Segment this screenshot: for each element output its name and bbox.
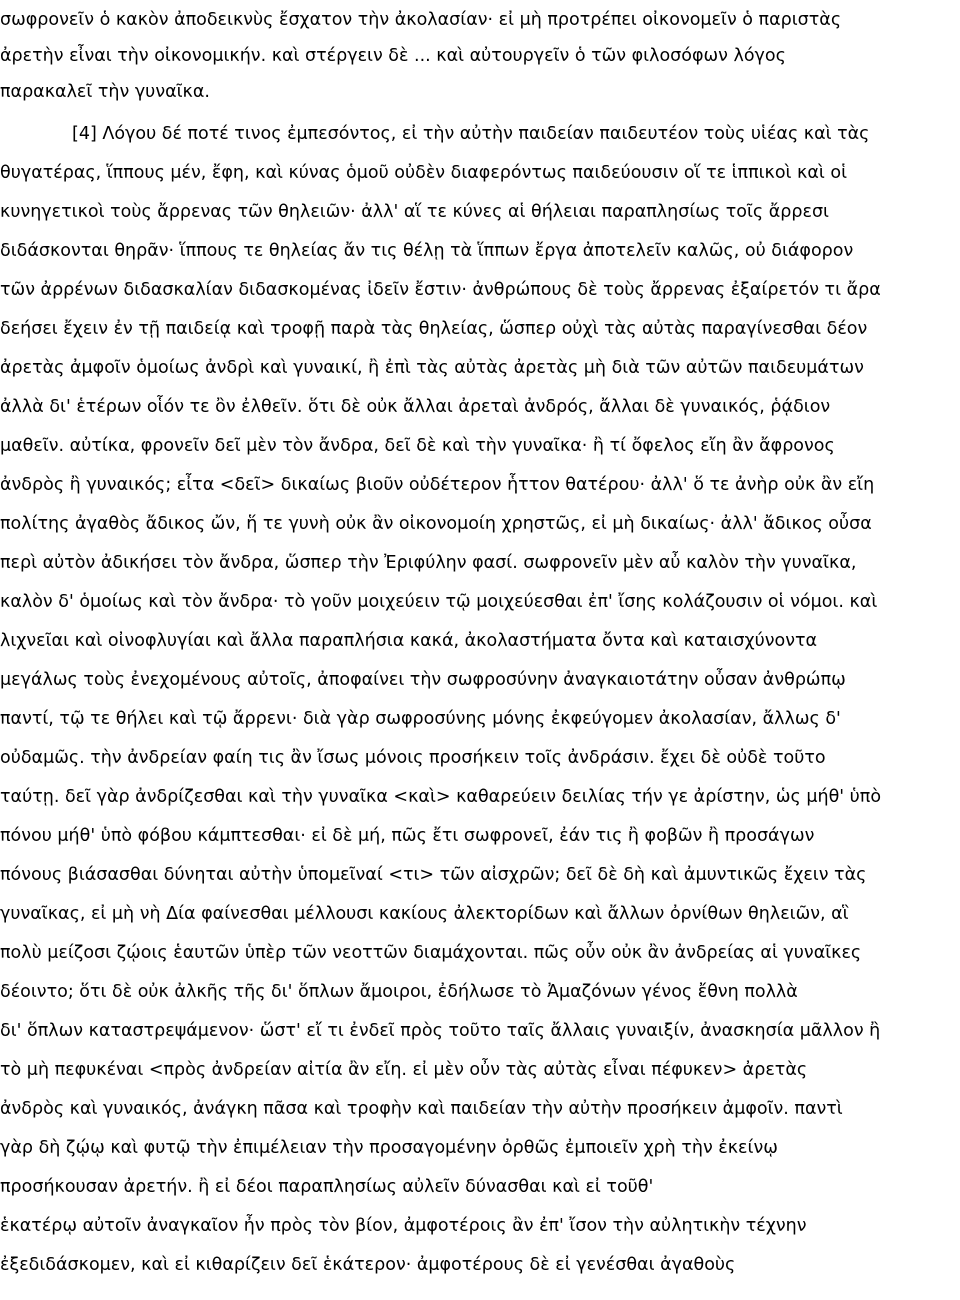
text-line: ἀνδρὸς καὶ γυναικός, ἀνάγκη πᾶσα καὶ τροφὴν καὶ παιδείαν τὴν αὐτὴν προσήκειν ἀμφοῖν. παντὶ (0, 1099, 843, 1119)
text-line: διδάσκονται θηρᾶν· ἵππους τε θηλείας ἄν τις θέλῃ τὰ ἵππων ἔργα ἀποτελεῖν καλῶς, οὐ διάφορον (0, 241, 854, 261)
text-line: γὰρ δὴ ζῴῳ καὶ φυτῷ τὴν ἐπιμέλειαν τὴν προσαγομένην ὀρθῶς ἐμποιεῖν χρὴ τὴν ἐκείνῳ (0, 1138, 778, 1158)
text-line: κυνηγετικοὶ τοὺς ἄρρενας τῶν θηλειῶν· ἀλλ' αἵ τε κύνες αἱ θήλειαι παραπλησίως τοῖς ἄρρεσι (0, 202, 829, 222)
text-line: γυναῖκας, εἰ μὴ νὴ Δία φαίνεσθαι μέλλουσι κακίους ἀλεκτορίδων καὶ ἄλλων ὀρνίθων θηλειῶν, αἳ (0, 904, 849, 924)
text-line: ἀρετὴν εἶναι τὴν οἰκονομικήν. καὶ στέργειν δὲ ... καὶ αὐτουργεῖν ὁ τῶν φιλοσόφων λόγος (0, 46, 786, 66)
text-line: πολίτης ἀγαθὸς ἄδικος ὤν, ἥ τε γυνὴ οὐκ ἂν οἰκονομοίη χρηστῶς, εἰ μὴ δικαίως· ἀλλ' ἄδικος οὖσα (0, 514, 872, 534)
text-line: ἑκατέρῳ αὐτοῖν ἀναγκαῖον ἦν πρὸς τὸν βίον, ἀμφοτέροις ἂν ἐπ' ἴσον τὴν αὐλητικὴν τέχνην (0, 1216, 807, 1236)
text-line: δεήσει ἔχειν ἐν τῇ παιδείᾳ καὶ τροφῇ παρὰ τὰς θηλείας, ὥσπερ οὐχὶ τὰς αὐτὰς παραγίνεσθαι δέον (0, 319, 868, 339)
paragraph-start-line: [4] Λόγου δέ ποτέ τινος ἐμπεσόντος, εἰ τὴν αὐτὴν παιδείαν παιδευτέον τοὺς υἱέας καὶ τὰς (72, 124, 870, 144)
text-line: πολὺ μείζοσι ζῴοις ἑαυτῶν ὑπὲρ τῶν νεοττῶν διαμάχονται. πῶς οὖν οὐκ ἂν ἀνδρείας αἱ γυναῖκες (0, 943, 862, 963)
text-line: ἀνδρὸς ἢ γυναικός; εἶτα <δεῖ> δικαίως βιοῦν οὐδέτερον ἧττον θατέρου· ἀλλ' ὅ τε ἀνὴρ οὐκ ἂν εἴη (0, 475, 875, 495)
text-line: πόνους βιάσασθαι δύνηται αὐτὴν ὑπομεῖναί <τι> τῶν αἰσχρῶν; δεῖ δὲ δὴ καὶ ἀμυντικῶς ἔχειν τὰς (0, 865, 867, 885)
text-line: παντί, τῷ τε θήλει καὶ τῷ ἄρρενι· διὰ γὰρ σωφροσύνης μόνης ἐκφεύγομεν ἀκολασίαν, ἄλλως δ' (0, 709, 841, 729)
text-line: οὐδαμῶς. τὴν ἀνδρείαν φαίη τις ἂν ἴσως μόνοις προσήκειν τοῖς ἀνδράσιν. ἔχει δὲ οὐδὲ τοῦτο (0, 748, 826, 768)
text-line: περὶ αὐτὸν ἀδικήσει τὸν ἄνδρα, ὥσπερ τὴν Ἐριφύλην φασί. σωφρονεῖν μὲν αὖ καλὸν τὴν γυναῖκα, (0, 553, 857, 573)
text-line: μαθεῖν. αὐτίκα, φρονεῖν δεῖ μὲν τὸν ἄνδρα, δεῖ δὲ καὶ τὴν γυναῖκα· ἢ τί ὄφελος εἴη ἂν ἄφρονος (0, 436, 835, 456)
text-line: ἐξεδιδάσκομεν, καὶ εἰ κιθαρίζειν δεῖ ἑκάτερον· ἀμφοτέρους δὲ εἰ γενέσθαι ἀγαθοὺς (0, 1255, 736, 1275)
text-line: θυγατέρας, ἵππους μέν, ἔφη, καὶ κύνας ὁμοῦ οὐδὲν διαφερόντως παιδεύουσιν οἵ τε ἱππικοὶ καὶ οἱ (0, 163, 848, 183)
text-line: σωφρονεῖν ὁ κακὸν ἀποδεικνὺς ἔσχατον τὴν ἀκολασίαν· εἰ μὴ προτρέπει οἰκονομεῖν ὁ παριστὰς (0, 10, 842, 30)
text-line: ταύτῃ. δεῖ γὰρ ἀνδρίζεσθαι καὶ τὴν γυναῖκα <καὶ> καθαρεύειν δειλίας τήν γε ἀρίστην, ὡς μήθ' ὑπὸ (0, 787, 882, 807)
text-line: ἀλλὰ δι' ἑτέρων οἷόν τε ὂν ἐλθεῖν. ὅτι δὲ οὐκ ἄλλαι ἀρεταὶ ἀνδρός, ἄλλαι δὲ γυναικός, ῥᾴδιον (0, 397, 831, 417)
text-line: δέοιντο; ὅτι δὲ οὐκ ἀλκῆς τῆς δι' ὅπλων ἄμοιροι, ἐδήλωσε τὸ Ἀμαζόνων γένος ἔθνη πολλὰ (0, 982, 798, 1002)
text-line: μεγάλως τοὺς ἐνεχομένους αὐτοῖς, ἀποφαίνει τὴν σωφροσύνην ἀναγκαιοτάτην οὖσαν ἀνθρώπῳ (0, 670, 846, 690)
text-line: τῶν ἀρρένων διδασκαλίαν διδασκομένας ἰδεῖν ἔστιν· ἀνθρώπους δὲ τοὺς ἄρρενας ἐξαίρετόν τι ἄρα (0, 280, 881, 300)
text-line: παρακαλεῖ τὴν γυναῖκα. (0, 82, 210, 102)
text-line: δι' ὅπλων καταστρεψάμενον· ὥστ' εἴ τι ἐνδεῖ πρὸς τοῦτο ταῖς ἄλλαις γυναιξίν, ἀνασκησία μᾶλλον ἢ (0, 1021, 881, 1041)
text-line: τὸ μὴ πεφυκέναι <πρὸς ἀνδρείαν αἰτία ἂν εἴη. εἰ μὲν οὖν τὰς αὐτὰς εἶναι πέφυκεν> ἀρετὰς (0, 1060, 808, 1080)
text-line: καλὸν δ' ὁμοίως καὶ τὸν ἄνδρα· τὸ γοῦν μοιχεύειν τῷ μοιχεύεσθαι ἐπ' ἴσης κολάζουσιν οἱ νόμοι. καὶ (0, 592, 878, 612)
text-line: προσήκουσαν ἀρετήν. ἢ εἰ δέοι παραπλησίως αὐλεῖν δύνασθαι καὶ εἰ τοῦθ' (0, 1177, 654, 1197)
text-line: πόνου μήθ' ὑπὸ φόβου κάμπτεσθαι· εἰ δὲ μή, πῶς ἔτι σωφρονεῖ, ἐάν τις ἢ φοβῶν ἢ προσάγων (0, 826, 815, 846)
text-line: ἀρετὰς ἀμφοῖν ὁμοίως ἀνδρὶ καὶ γυναικί, ἢ ἐπὶ τὰς αὐτὰς ἀρετὰς μὴ διὰ τῶν αὐτῶν παιδευμάτων (0, 358, 864, 378)
text-line: λιχνεῖαι καὶ οἰνοφλυγίαι καὶ ἄλλα παραπλήσια κακά, ἀκολαστήματα ὄντα καὶ καταισχύνοντα (0, 631, 818, 651)
